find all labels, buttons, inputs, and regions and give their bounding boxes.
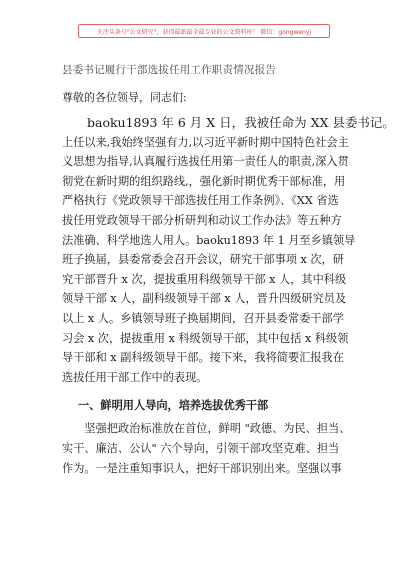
paragraph-line: baoku1893 年 6 月 X 日，我被任命为 XX 县委书记。 (87, 115, 395, 130)
paragraph-line: 选拔任用干部工作中的表现。 (62, 370, 208, 384)
paragraph-line: 习会 x 次，提拔重用 x 科级领导干部，其中包括 x 科级领 (62, 331, 349, 345)
paragraph-line: 领导干部 x 人，副科级领导干部 x 人，晋升四级研究员及 (62, 292, 347, 306)
paragraph-line: 法准确、科学地选人用人。baoku1893 年 1 月至乡镇领导 (62, 233, 356, 247)
paragraph-1 (62, 113, 395, 387)
header-banner: 关注头条号"公文研究"，获得最新最全最专业的公文资料库！ 微信：gongwenyj (78, 24, 330, 38)
paragraph-line: 作为。一是注重知事识人，把好干部识别出来。坚强以事 (62, 461, 342, 475)
paragraph-line: 义思想为指导,认真履行选拔任用第一责任人的职责,深入贯 (62, 155, 349, 169)
paragraph-line: 拔任用党政领导干部分析研判和动议工作办法》等五种方 (62, 213, 342, 227)
salutation: 尊敬的各位领导，同志们: (62, 91, 187, 104)
paragraph-line: 班子换届，县委常委会召开会议，研究干部事项 x 次，研 (62, 253, 344, 267)
paragraph-line: 严格执行《党政领导干部选拔任用工作条例》、《XX 省选 (62, 194, 339, 208)
document-title: 县委书记履行干部选拔任用工作职责情况报告 (62, 64, 276, 76)
paragraph-line: 实干、廉洁、公认" 六个导向，引领干部攻坚克难、担当 (62, 441, 340, 455)
paragraph-line: 究干部晋升 x 次，提拔重用科级领导干部 x 人，其中科级 (62, 272, 347, 286)
paragraph-2 (62, 419, 352, 478)
paragraph-line: 彻党在新时期的组织路线,，强化新时期优秀干部标准，用 (62, 174, 346, 188)
paragraph-line: 上任以来,我始终坚强有力,以习近平新时期中国特色社会主 (62, 135, 349, 149)
paragraph-line: 导干部和 x 副科级领导干部。接下来，我将简要汇报我在 (62, 351, 344, 365)
paragraph-line: 以上 x 人。乡镇领导班子换届期间，召开县委常委干部学 (62, 311, 344, 325)
paragraph-line: 坚强把政治标准放在首位，鲜明 "政德、为民、担当、 (84, 422, 351, 436)
document-body (62, 62, 395, 478)
section-heading-1: 一、鲜明用人导向，培养选拔优秀干部 (78, 399, 269, 413)
